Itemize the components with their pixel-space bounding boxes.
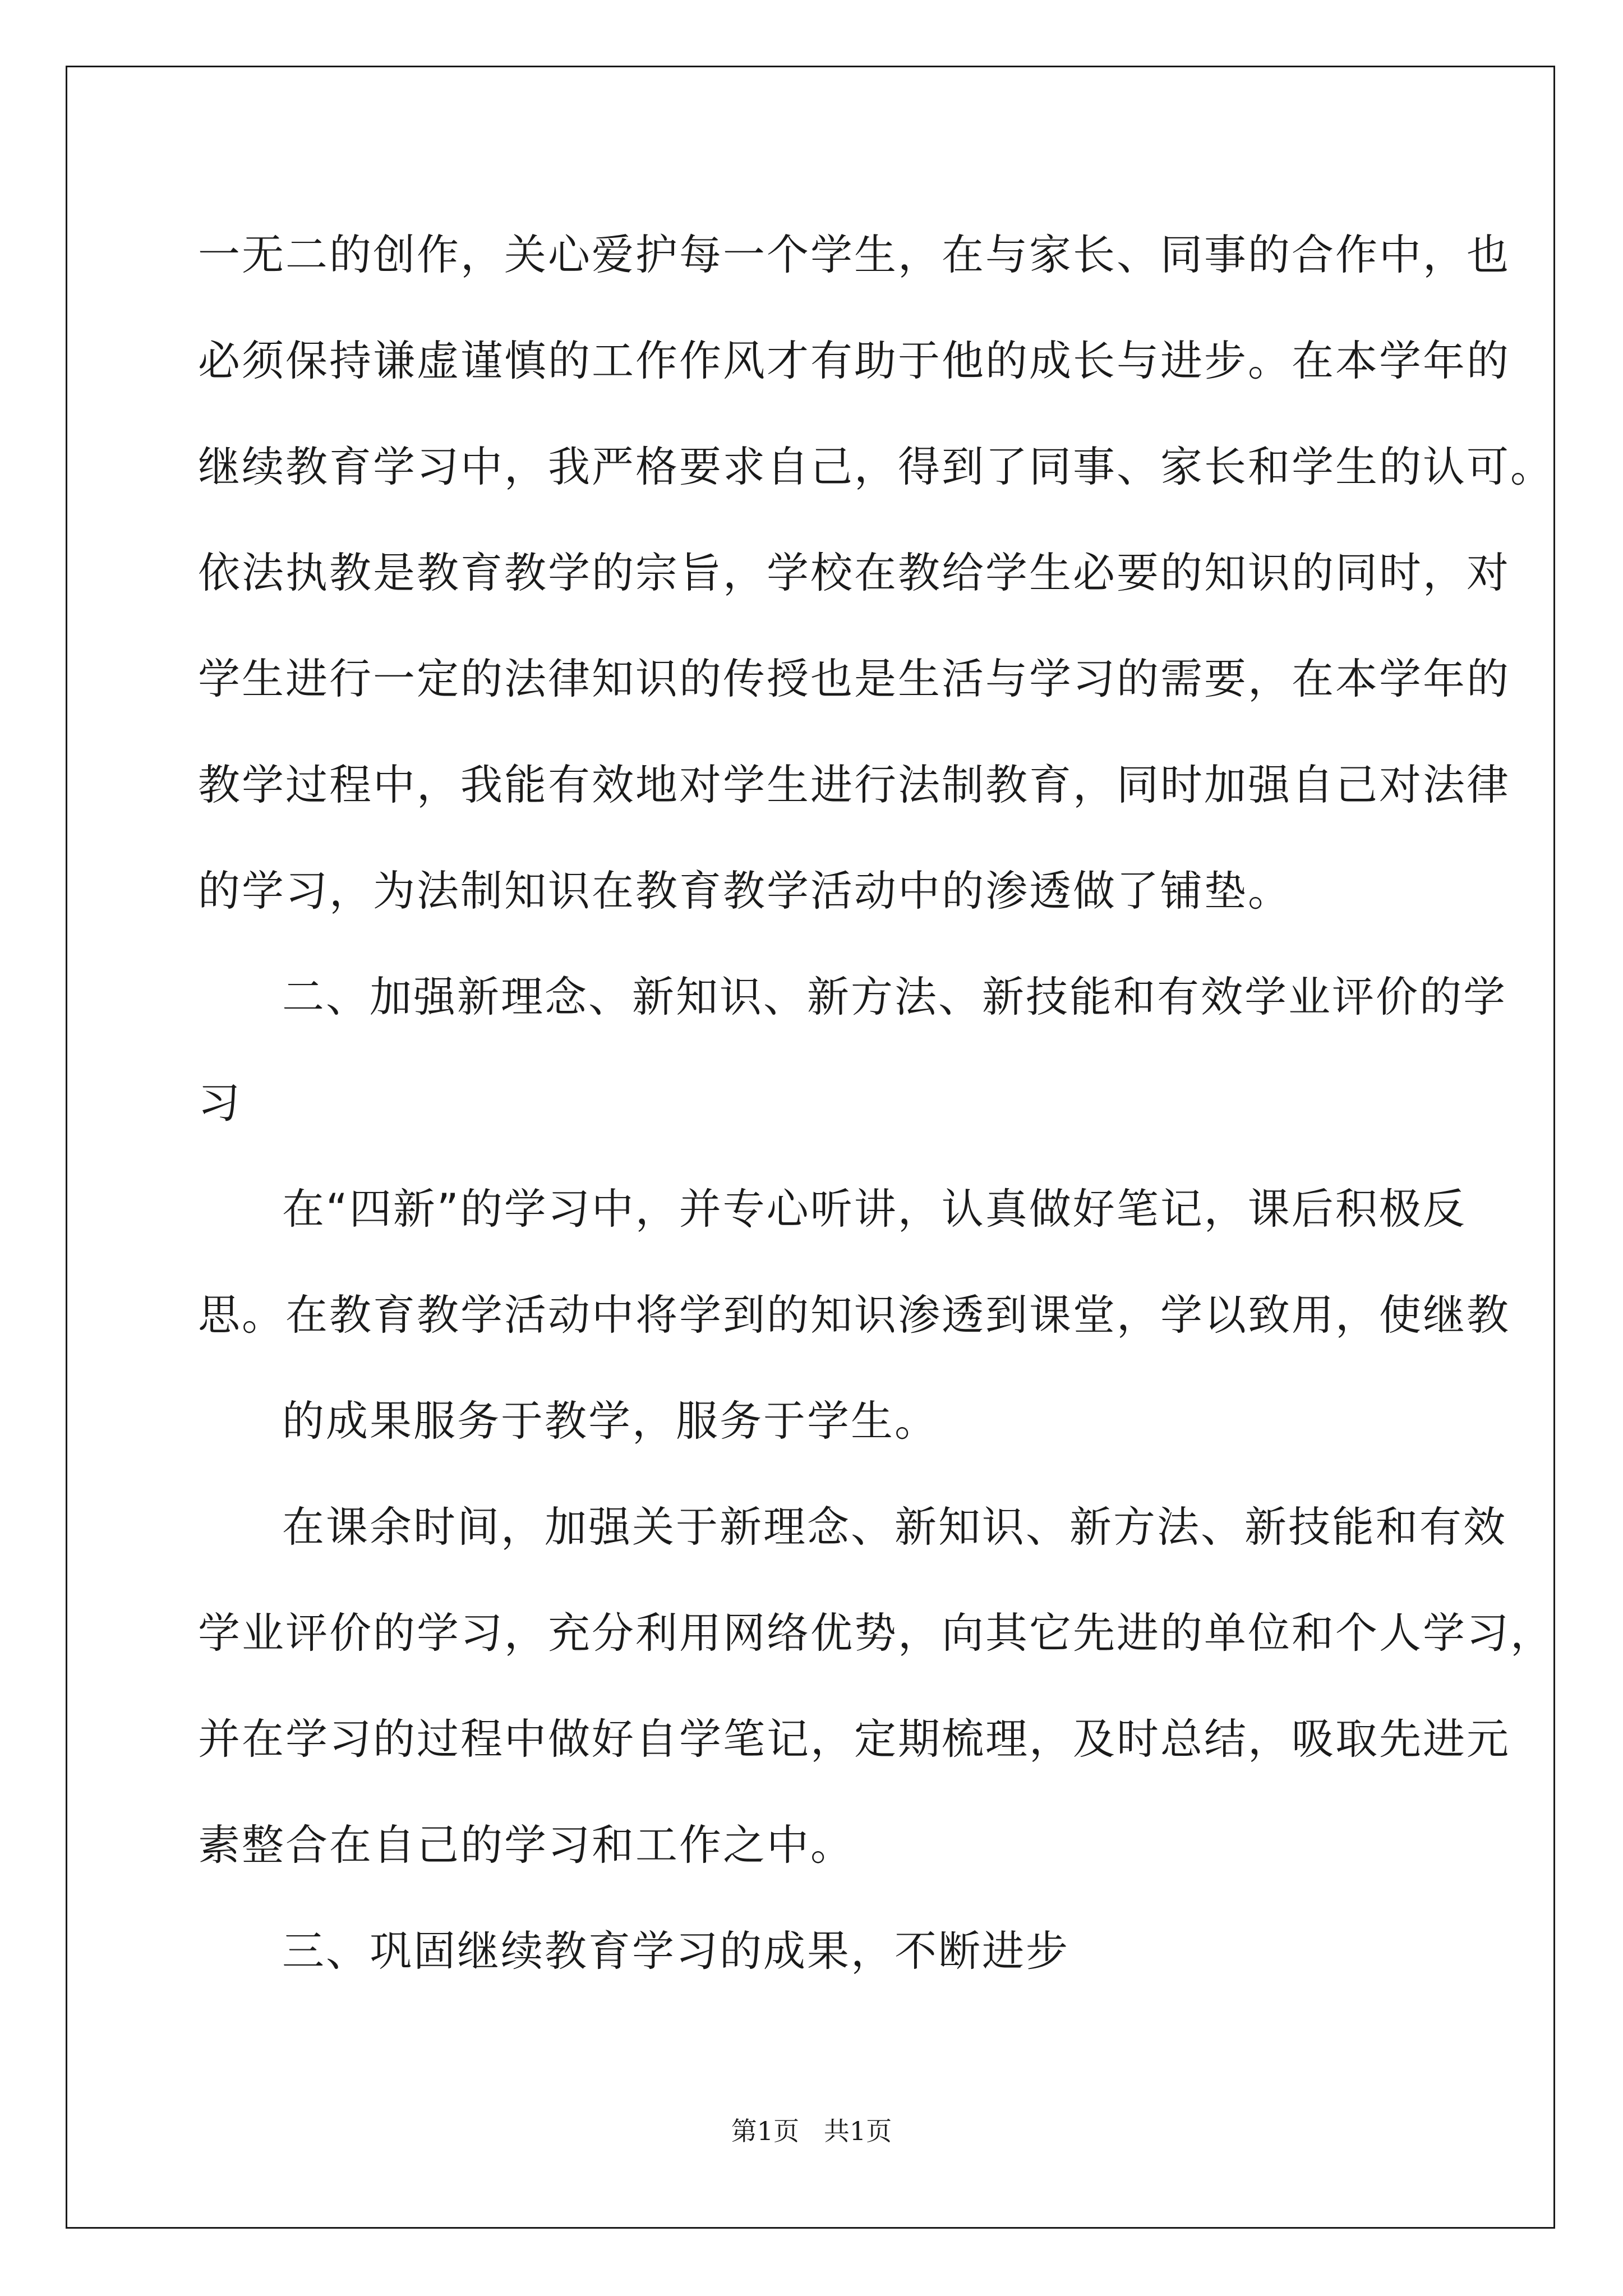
section-heading-2: 二、加强新理念、新知识、新方法、新技能和有效学业评价的学 (282, 972, 1507, 1022)
text-line: 的学习，为法制知识在教育教学活动中的渗透做了铺垫。 (198, 866, 1292, 915)
paragraph-start: 在“四新”的学习中，并专心听讲，认真做好笔记，课后积极反 (282, 1184, 1467, 1234)
text-line: 并在学习的过程中做好自学笔记，定期梳理，及时总结，吸取先进元 (198, 1714, 1511, 1764)
page-number-footer: 第1页 共1页 (731, 2116, 892, 2146)
text-line: 继续教育学习中，我严格要求自己，得到了同事、家长和学生的认可。 (198, 442, 1555, 491)
text-line: 必须保持谦虚谨慎的工作作风才有助于他的成长与进步。在本学年的 (198, 336, 1511, 385)
text-line: 思。在教育教学活动中将学到的知识渗透到课堂，学以致用，使继教 (198, 1290, 1511, 1340)
document-body (198, 202, 1555, 2004)
text-line: 素整合在自己的学习和工作之中。 (198, 1820, 855, 1870)
paragraph-start: 在课余时间，加强关于新理念、新知识、新方法、新技能和有效 (282, 1502, 1507, 1552)
section-heading-2-cont: 习 (198, 1078, 242, 1128)
section-heading-3: 三、巩固继续教育学习的成果，不断进步 (282, 1926, 1070, 1976)
text-line: 依法执教是教育教学的宗旨，学校在教给学生必要的知识的同时，对 (198, 548, 1511, 597)
text-line: 的成果服务于教学，服务于学生。 (282, 1396, 939, 1446)
text-line: 教学过程中，我能有效地对学生进行法制教育，同时加强自己对法律 (198, 760, 1511, 809)
text-line: 学生进行一定的法律知识的传授也是生活与学习的需要，在本学年的 (198, 654, 1511, 703)
text-line: 学业评价的学习，充分利用网络优势，向其它先进的单位和个人学习， (198, 1608, 1555, 1658)
text-line: 一无二的创作，关心爱护每一个学生，在与家长、同事的合作中，也 (198, 230, 1511, 279)
